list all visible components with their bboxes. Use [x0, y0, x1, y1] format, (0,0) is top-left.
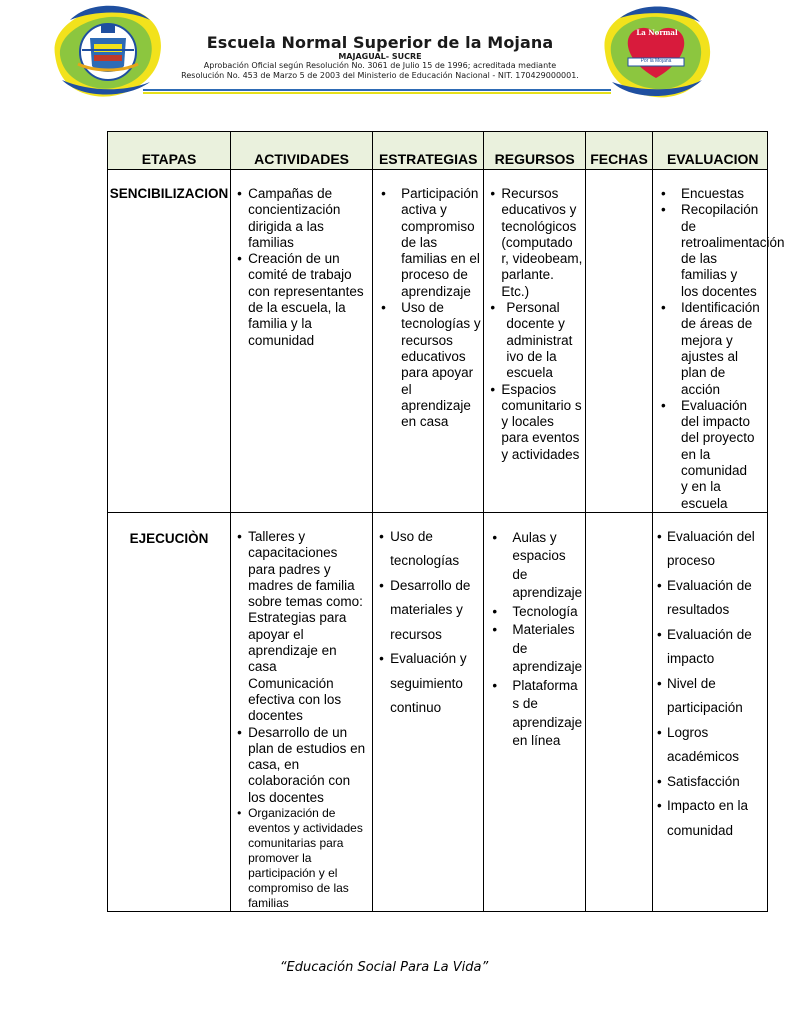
- list-item: • Plataforma s de aprendizaje en línea: [488, 677, 583, 751]
- right-school-logo: [604, 6, 710, 97]
- list-item: • Organización de eventos y actividades comunitarias para promover la participación y el compromiso de las familias: [235, 806, 368, 911]
- list-item: • Encuestas: [657, 186, 757, 202]
- header-text: [140, 33, 620, 81]
- list-item: • Impacto en la comunidad: [657, 794, 767, 843]
- stage-cell: EJECUCIÒN: [108, 512, 231, 911]
- action-plan-table: [107, 131, 785, 912]
- list-item: • Personal docente y administrat ivo de la escuela: [488, 300, 583, 381]
- list-item: • Evaluación del proceso: [657, 525, 767, 574]
- approval-line-1: Aprobación Oficial según Resolución No. 3061 de Julio 15 de 1996; acreditada mediante: [203, 61, 557, 70]
- list-item: • Creación de un comité de trabajo con representantes de la escuela, la familia y la comunidad: [235, 251, 368, 349]
- right-logo-sub: Por la Mojana: [640, 58, 672, 64]
- school-location: MAJAGUAL- SUCRE: [338, 52, 422, 61]
- list-item: • Desarrollo de materiales y recursos: [377, 574, 481, 648]
- resources-cell: [484, 512, 586, 911]
- list-item: • Recopilación de retroalimentación de las familias y los docentes: [657, 202, 757, 300]
- right-logo-text: La Normal: [636, 28, 678, 37]
- list-item: • Evaluación de impacto: [657, 623, 767, 672]
- table-row: [108, 512, 768, 911]
- header-estrategias: ESTRATEGIAS: [373, 132, 484, 170]
- list-item: • Aulas y espacios de aprendizaje: [488, 529, 583, 603]
- list-item: • Nivel de participación: [657, 672, 767, 721]
- header-recursos: REGURSOS: [484, 132, 586, 170]
- list-item: • Uso de tecnologías y recursos educativos para apoyar el aprendizaje en casa: [377, 300, 481, 430]
- school-name: Escuela Normal Superior de la Mojana: [206, 33, 554, 52]
- list-item: • Logros académicos: [657, 721, 767, 770]
- list-item: • Desarrollo de un plan de estudios en casa, en colaboración con los docentes: [235, 725, 368, 806]
- list-item: • Uso de tecnologías: [377, 525, 481, 574]
- strategies-cell: [373, 512, 484, 911]
- evaluation-cell: [652, 170, 785, 513]
- motto-text: “Educación Social Para La Vida”: [279, 960, 489, 975]
- list-item: • Satisfacción: [657, 770, 767, 795]
- list-item: • Identificación de áreas de mejora y ajustes al plan de acción: [657, 300, 757, 398]
- document-header: [0, 0, 768, 105]
- stage-cell: SENCIBILIZACION: [108, 170, 231, 513]
- dates-cell: [586, 512, 653, 911]
- strategies-cell: [373, 170, 484, 513]
- list-item: • Talleres y capacitaciones para padres y madres de familia sobre temas como:: [235, 529, 368, 610]
- dates-cell: [586, 170, 653, 513]
- list-item-continuation: Comunicación efectiva con los docentes: [248, 675, 342, 724]
- header-fechas: FECHAS: [586, 132, 653, 170]
- list-item: • Evaluación de resultados: [657, 574, 767, 623]
- list-item: • Tecnología: [488, 603, 583, 622]
- header-actividades: ACTIVIDADES: [231, 132, 373, 170]
- header-etapas: ETAPAS: [108, 132, 231, 170]
- table-header-row: [108, 132, 768, 170]
- evaluation-cell: [652, 512, 767, 911]
- list-item: • Evaluación del impacto del proyecto en la comunidad y en la escuela: [657, 398, 757, 512]
- list-item: • Materiales de aprendizaje: [488, 621, 583, 677]
- list-item: • Espacios comunitario s y locales para eventos y actividades: [488, 382, 583, 463]
- list-item: • Recursos educativos y tecnológicos (computado r, videobeam, parlante. Etc.): [488, 186, 583, 300]
- list-item: • Evaluación y seguimiento continuo: [377, 647, 481, 721]
- resources-cell: [484, 170, 586, 513]
- list-item: • Participación activa y compromiso de las familias en el proceso de aprendizaje: [377, 186, 481, 300]
- activities-cell: [231, 170, 373, 513]
- table-row: [108, 170, 768, 513]
- activities-cell: [231, 512, 373, 911]
- header-evaluacion: EVALUACION: [652, 132, 767, 170]
- approval-line-2: Resolución No. 453 de Marzo 5 de 2003 del Ministerio de Educación Nacional - NIT. 170429000001.: [181, 71, 579, 80]
- list-item-continuation: Estrategias para apoyar el aprendizaje en casa: [248, 610, 347, 675]
- footer-motto: [0, 960, 768, 975]
- list-item: • Campañas de concientización dirigida a las familias: [235, 186, 368, 251]
